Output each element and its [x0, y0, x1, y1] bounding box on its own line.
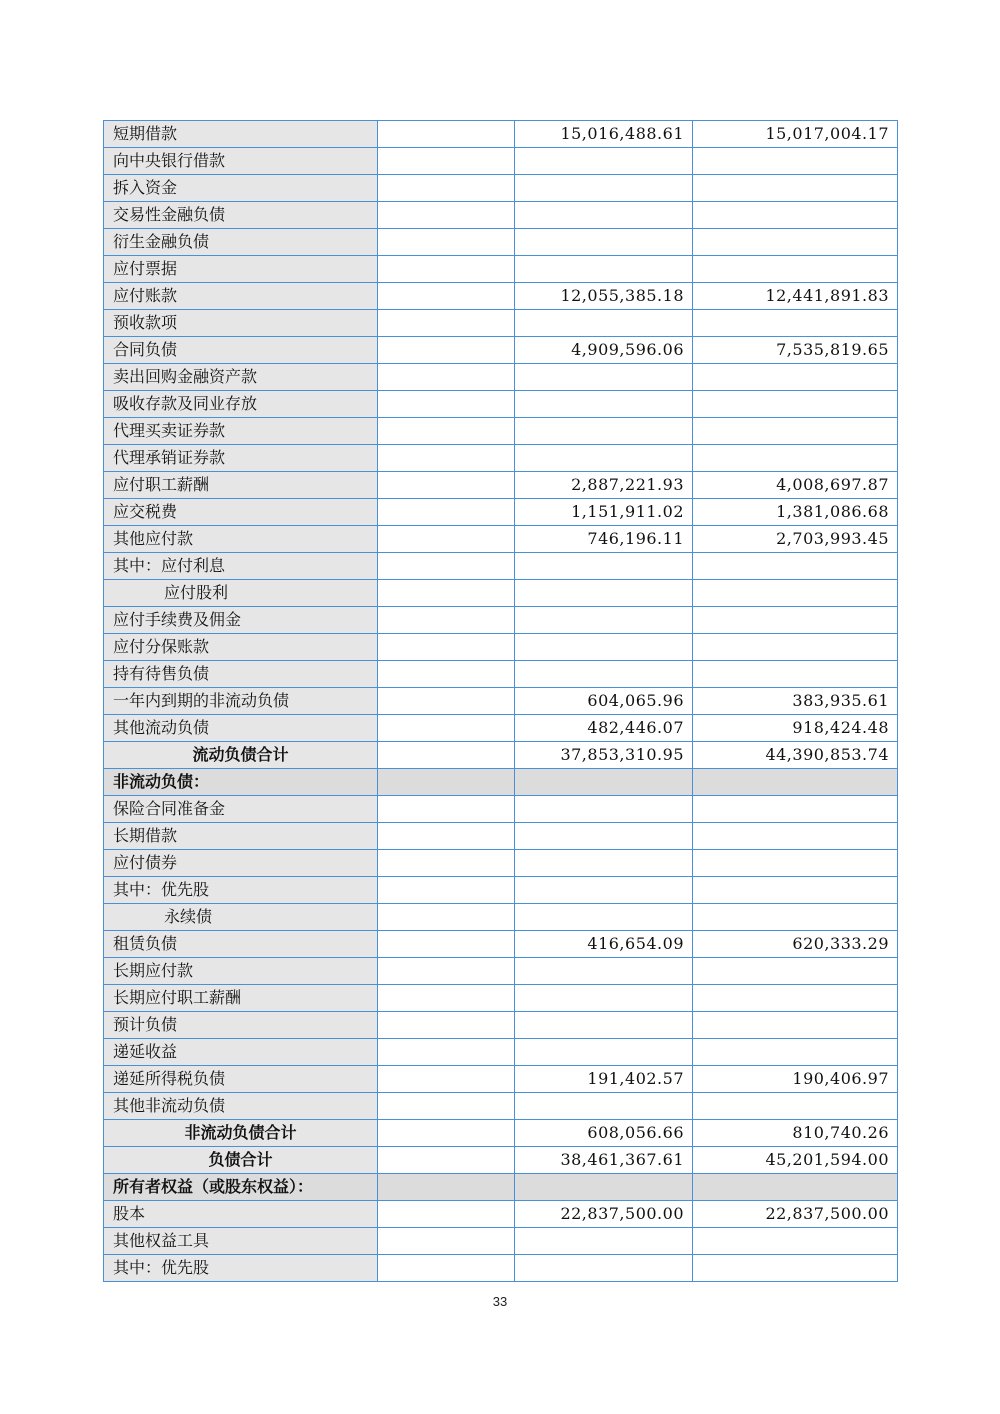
line-item-label: 交易性金融负债: [104, 202, 378, 229]
table-row: [104, 256, 898, 283]
table-row: [104, 364, 898, 391]
prior-period-value: [693, 310, 898, 337]
line-item-label: 其他应付款: [104, 526, 378, 553]
page-number: 33: [492, 1294, 508, 1309]
current-period-value: [515, 796, 693, 823]
line-item-label: 其中：优先股: [104, 1255, 378, 1282]
prior-period-value: 383,935.61: [693, 688, 898, 715]
current-period-value: [515, 877, 693, 904]
line-item-label: 其他权益工具: [104, 1228, 378, 1255]
note-cell: [378, 742, 515, 769]
current-period-value: [515, 1093, 693, 1120]
note-cell: [378, 337, 515, 364]
current-period-value: 608,056.66: [515, 1120, 693, 1147]
table-row: [104, 769, 898, 796]
current-period-value: 37,853,310.95: [515, 742, 693, 769]
current-period-value: [515, 958, 693, 985]
current-period-value: [515, 580, 693, 607]
prior-period-value: 2,703,993.45: [693, 526, 898, 553]
line-item-label: 其他流动负债: [104, 715, 378, 742]
prior-period-value: [693, 796, 898, 823]
current-period-value: 746,196.11: [515, 526, 693, 553]
prior-period-value: [693, 1012, 898, 1039]
note-cell: [378, 1093, 515, 1120]
current-period-value: [515, 229, 693, 256]
prior-period-value: 12,441,891.83: [693, 283, 898, 310]
balance-sheet-table: [103, 120, 898, 1282]
current-period-value: 4,909,596.06: [515, 337, 693, 364]
table-row: [104, 472, 898, 499]
note-cell: [378, 202, 515, 229]
prior-period-value: [693, 904, 898, 931]
line-item-label: 应交税费: [104, 499, 378, 526]
table-row: [104, 1147, 898, 1174]
note-cell: [378, 364, 515, 391]
table-row: [104, 391, 898, 418]
current-period-value: [515, 1039, 693, 1066]
prior-period-value: [693, 553, 898, 580]
line-item-label: 长期借款: [104, 823, 378, 850]
note-cell: [378, 634, 515, 661]
table-row: [104, 310, 898, 337]
line-item-label: 应付职工薪酬: [104, 472, 378, 499]
note-cell: [378, 1174, 515, 1201]
current-period-value: 604,065.96: [515, 688, 693, 715]
prior-period-value: 22,837,500.00: [693, 1201, 898, 1228]
current-period-value: [515, 661, 693, 688]
note-cell: [378, 769, 515, 796]
current-period-value: [515, 553, 693, 580]
prior-period-value: [693, 1039, 898, 1066]
balance-sheet-body: [104, 121, 898, 1282]
prior-period-value: [693, 607, 898, 634]
table-row: [104, 634, 898, 661]
current-period-value: [515, 391, 693, 418]
prior-period-value: [693, 634, 898, 661]
line-item-label: 其中：应付利息: [104, 553, 378, 580]
prior-period-value: [693, 985, 898, 1012]
current-period-value: 2,887,221.93: [515, 472, 693, 499]
table-row: [104, 553, 898, 580]
table-row: [104, 418, 898, 445]
note-cell: [378, 661, 515, 688]
prior-period-value: 190,406.97: [693, 1066, 898, 1093]
note-cell: [378, 256, 515, 283]
note-cell: [378, 283, 515, 310]
line-item-label: 应付账款: [104, 283, 378, 310]
line-item-label: 应付债券: [104, 850, 378, 877]
prior-period-value: [693, 175, 898, 202]
prior-period-value: 810,740.26: [693, 1120, 898, 1147]
table-row: [104, 1255, 898, 1282]
current-period-value: 416,654.09: [515, 931, 693, 958]
current-period-value: 482,446.07: [515, 715, 693, 742]
table-row: [104, 1012, 898, 1039]
note-cell: [378, 121, 515, 148]
table-row: [104, 850, 898, 877]
current-period-value: [515, 256, 693, 283]
current-period-value: [515, 202, 693, 229]
note-cell: [378, 607, 515, 634]
table-row: [104, 229, 898, 256]
prior-period-value: 620,333.29: [693, 931, 898, 958]
table-row: [104, 1093, 898, 1120]
table-row: [104, 175, 898, 202]
line-item-label: 短期借款: [104, 121, 378, 148]
table-row: [104, 688, 898, 715]
prior-period-value: [693, 364, 898, 391]
note-cell: [378, 1066, 515, 1093]
prior-period-value: [693, 256, 898, 283]
note-cell: [378, 1228, 515, 1255]
table-row: [104, 337, 898, 364]
note-cell: [378, 904, 515, 931]
prior-period-value: [693, 580, 898, 607]
line-item-label: 预计负债: [104, 1012, 378, 1039]
table-row: [104, 202, 898, 229]
current-period-value: [515, 364, 693, 391]
line-item-label: 卖出回购金融资产款: [104, 364, 378, 391]
line-item-label: 股本: [104, 1201, 378, 1228]
line-item-label: 应付分保账款: [104, 634, 378, 661]
current-period-value: 15,016,488.61: [515, 121, 693, 148]
line-item-label: 一年内到期的非流动负债: [104, 688, 378, 715]
prior-period-value: [693, 1255, 898, 1282]
prior-period-value: [693, 958, 898, 985]
table-row: [104, 526, 898, 553]
line-item-label: 所有者权益（或股东权益）：: [104, 1174, 378, 1201]
line-item-label: 递延所得税负债: [104, 1066, 378, 1093]
current-period-value: [515, 607, 693, 634]
table-row: [104, 985, 898, 1012]
note-cell: [378, 796, 515, 823]
line-item-label: 预收款项: [104, 310, 378, 337]
table-row: [104, 931, 898, 958]
note-cell: [378, 445, 515, 472]
table-row: [104, 445, 898, 472]
prior-period-value: [693, 877, 898, 904]
note-cell: [378, 985, 515, 1012]
line-item-label: 代理承销证券款: [104, 445, 378, 472]
line-item-label: 长期应付职工薪酬: [104, 985, 378, 1012]
table-row: [104, 877, 898, 904]
current-period-value: [515, 445, 693, 472]
current-period-value: 1,151,911.02: [515, 499, 693, 526]
prior-period-value: [693, 823, 898, 850]
current-period-value: [515, 1228, 693, 1255]
note-cell: [378, 688, 515, 715]
prior-period-value: [693, 1228, 898, 1255]
current-period-value: [515, 634, 693, 661]
current-period-value: [515, 1174, 693, 1201]
current-period-value: 191,402.57: [515, 1066, 693, 1093]
prior-period-value: [693, 661, 898, 688]
prior-period-value: [693, 202, 898, 229]
line-item-label: 非流动负债合计: [104, 1120, 378, 1147]
line-item-label: 应付股利: [104, 580, 378, 607]
line-item-label: 衍生金融负债: [104, 229, 378, 256]
note-cell: [378, 553, 515, 580]
current-period-value: [515, 850, 693, 877]
line-item-label: 其中：优先股: [104, 877, 378, 904]
table-row: [104, 607, 898, 634]
table-row: [104, 661, 898, 688]
prior-period-value: [693, 1093, 898, 1120]
prior-period-value: [693, 229, 898, 256]
current-period-value: [515, 823, 693, 850]
table-row: [104, 1039, 898, 1066]
line-item-label: 非流动负债：: [104, 769, 378, 796]
note-cell: [378, 310, 515, 337]
table-row: [104, 1066, 898, 1093]
line-item-label: 代理买卖证券款: [104, 418, 378, 445]
current-period-value: 12,055,385.18: [515, 283, 693, 310]
note-cell: [378, 148, 515, 175]
current-period-value: [515, 310, 693, 337]
line-item-label: 租赁负债: [104, 931, 378, 958]
table-row: [104, 148, 898, 175]
prior-period-value: [693, 445, 898, 472]
table-row: [104, 715, 898, 742]
line-item-label: 吸收存款及同业存放: [104, 391, 378, 418]
table-row: [104, 1228, 898, 1255]
line-item-label: 拆入资金: [104, 175, 378, 202]
current-period-value: [515, 148, 693, 175]
prior-period-value: [693, 1174, 898, 1201]
note-cell: [378, 472, 515, 499]
current-period-value: [515, 769, 693, 796]
note-cell: [378, 931, 515, 958]
note-cell: [378, 175, 515, 202]
note-cell: [378, 229, 515, 256]
prior-period-value: 4,008,697.87: [693, 472, 898, 499]
line-item-label: 长期应付款: [104, 958, 378, 985]
prior-period-value: 7,535,819.65: [693, 337, 898, 364]
table-row: [104, 796, 898, 823]
prior-period-value: 45,201,594.00: [693, 1147, 898, 1174]
prior-period-value: [693, 769, 898, 796]
line-item-label: 持有待售负债: [104, 661, 378, 688]
current-period-value: [515, 904, 693, 931]
current-period-value: 38,461,367.61: [515, 1147, 693, 1174]
table-row: [104, 742, 898, 769]
prior-period-value: 918,424.48: [693, 715, 898, 742]
line-item-label: 永续债: [104, 904, 378, 931]
line-item-label: 应付票据: [104, 256, 378, 283]
prior-period-value: 1,381,086.68: [693, 499, 898, 526]
current-period-value: [515, 1012, 693, 1039]
note-cell: [378, 1201, 515, 1228]
line-item-label: 递延收益: [104, 1039, 378, 1066]
note-cell: [378, 1255, 515, 1282]
line-item-label: 应付手续费及佣金: [104, 607, 378, 634]
current-period-value: [515, 985, 693, 1012]
line-item-label: 其他非流动负债: [104, 1093, 378, 1120]
note-cell: [378, 1120, 515, 1147]
line-item-label: 负债合计: [104, 1147, 378, 1174]
current-period-value: [515, 1255, 693, 1282]
note-cell: [378, 418, 515, 445]
note-cell: [378, 1012, 515, 1039]
table-row: [104, 823, 898, 850]
note-cell: [378, 958, 515, 985]
prior-period-value: [693, 418, 898, 445]
note-cell: [378, 850, 515, 877]
table-row: [104, 904, 898, 931]
table-row: [104, 580, 898, 607]
note-cell: [378, 715, 515, 742]
prior-period-value: [693, 391, 898, 418]
note-cell: [378, 391, 515, 418]
table-row: [104, 958, 898, 985]
note-cell: [378, 499, 515, 526]
prior-period-value: [693, 148, 898, 175]
prior-period-value: 15,017,004.17: [693, 121, 898, 148]
line-item-label: 保险合同准备金: [104, 796, 378, 823]
line-item-label: 合同负债: [104, 337, 378, 364]
line-item-label: 流动负债合计: [104, 742, 378, 769]
note-cell: [378, 526, 515, 553]
table-row: [104, 121, 898, 148]
prior-period-value: [693, 850, 898, 877]
note-cell: [378, 580, 515, 607]
table-row: [104, 1174, 898, 1201]
note-cell: [378, 823, 515, 850]
table-row: [104, 499, 898, 526]
line-item-label: 向中央银行借款: [104, 148, 378, 175]
table-row: [104, 283, 898, 310]
note-cell: [378, 877, 515, 904]
current-period-value: [515, 418, 693, 445]
note-cell: [378, 1147, 515, 1174]
table-row: [104, 1201, 898, 1228]
current-period-value: [515, 175, 693, 202]
table-row: [104, 1120, 898, 1147]
prior-period-value: 44,390,853.74: [693, 742, 898, 769]
current-period-value: 22,837,500.00: [515, 1201, 693, 1228]
note-cell: [378, 1039, 515, 1066]
